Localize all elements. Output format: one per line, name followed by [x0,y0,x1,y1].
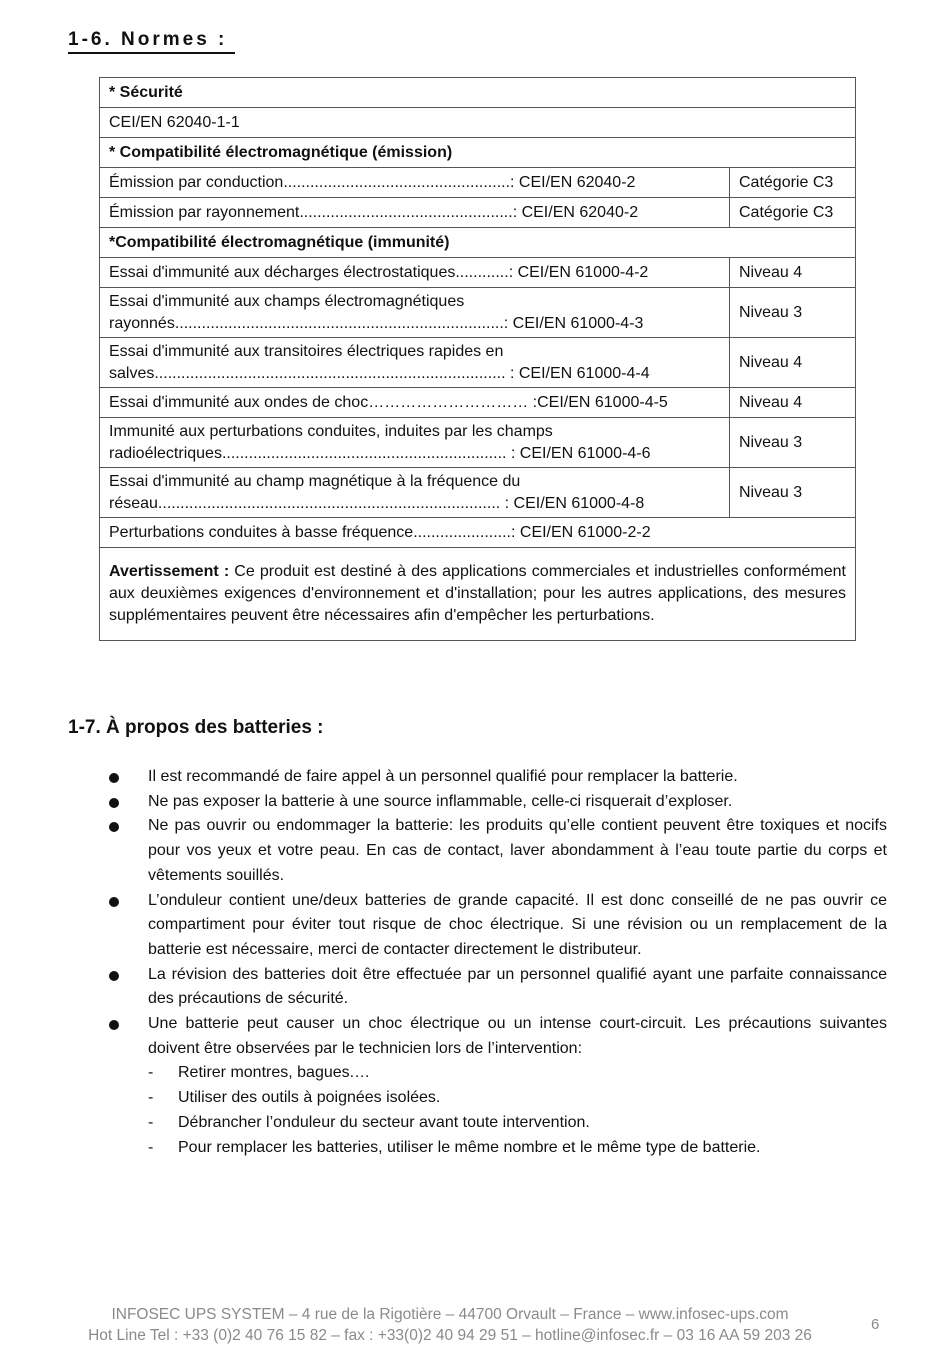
immunity-eft-level: Niveau 4 [730,338,856,388]
battery-precautions-list [108,765,887,1160]
immunity-header: *Compatibilité électromagnétique (immunité) [100,228,856,258]
bullet-text: L’onduleur contient une/deux batteries de grande capacité. Il est donc conseillé de ne pas ouvrir ce compartiment pour éviter tout risque de choc électrique. Si une révision ou un remplacement de la batterie est nécessaire, merci de contacter directement le distributeur. [148,891,887,958]
technician-steps-list [148,1061,887,1160]
list-item [108,963,887,1012]
emission-radiation-label: Émission par rayonnement................................................: CEI/EN 62040-2 [100,198,730,228]
list-item [108,765,887,790]
list-item [108,790,887,815]
immunity-conducted-level: Niveau 3 [730,418,856,468]
safety-header: * Sécurité [100,78,856,108]
bullet-dot-icon [109,897,119,907]
bullet-text: Une batterie peut causer un choc électrique ou un intense court-circuit. Les précautions suivantes doivent être observées par le technicien lors de l’intervention: [148,1015,887,1057]
emission-header: * Compatibilité électromagnétique (émission) [100,138,856,168]
sub-item-text: Retirer montres, bagues.… [178,1064,371,1082]
low-frequency-row: Perturbations conduites à basse fréquence......................: CEI/EN 61000-2-2 [100,518,856,548]
immunity-radiated-line2: rayonnés..........................................................................: CEI/EN 61000-4-3 [109,314,644,332]
emission-radiation-level: Catégorie C3 [730,198,856,228]
immunity-conducted-line2: radioélectriques................................................................ : CEI/EN 61000-4-6 [109,444,651,462]
bullet-dot-icon [109,1020,119,1030]
sub-list-item [148,1086,887,1111]
bullet-text: Ne pas exposer la batterie à une source inflammable, celle-ci risquerait d’exploser. [148,792,733,810]
bullet-dot-icon [109,798,119,808]
sub-list-item [148,1111,887,1136]
emission-conduction-level: Catégorie C3 [730,168,856,198]
immunity-surge-label: Essai d'immunité aux ondes de choc………………………… :CEI/EN 61000-4-5 [100,388,730,418]
sub-list-item [148,1136,887,1161]
bullet-dot-icon [109,773,119,783]
immunity-eft-label [100,338,730,388]
immunity-magnetic-label [100,468,730,518]
warning-text: Ce produit est destiné à des applications commerciales et industrielles conformément aux deuxièmes exigences d'environnement et d'installation; pour les autres applications, des mesures supplémentaires peuvent être nécessaires afin d'empêcher les perturbations. [109,563,847,624]
sub-item-text: Pour remplacer les batteries, utiliser le même nombre et le même type de batterie. [178,1138,761,1156]
immunity-magnetic-level: Niveau 3 [730,468,856,518]
warning-label: Avertissement : [109,563,230,580]
sub-item-text: Utiliser des outils à poignées isolées. [178,1089,441,1107]
immunity-magnetic-line2: réseau............................................................................. : CEI/EN 61000-4-8 [109,494,645,512]
bullet-text: La révision des batteries doit être effectuée par un personnel qualifié ayant une parfaite connaissance des précautions de sécurité. [148,965,887,1008]
list-item [108,1012,887,1160]
immunity-magnetic-line1: Essai d'immunité au champ magnétique à la fréquence du [109,472,521,490]
footer-contact: Hot Line Tel : +33 (0)2 40 76 15 82 – fax : +33(0)2 40 94 29 51 – hotline@infosec.fr – 03 16 AA 59 203 26 [88,1327,812,1344]
immunity-conducted-line1: Immunité aux perturbations conduites, induites par les champs [109,422,553,440]
footer-address: INFOSEC UPS SYSTEM – 4 rue de la Rigotière – 44700 Orvault – France – www.infosec-ups.com [111,1306,789,1323]
dash-marker: - [148,1113,154,1131]
dash-marker: - [148,1064,154,1082]
immunity-esd-label: Essai d'immunité aux décharges électrostatiques............: CEI/EN 61000-4-2 [100,258,730,288]
emission-conduction-label: Émission par conduction...................................................: CEI/EN 62040-2 [100,168,730,198]
page-number: 6 [871,1316,880,1333]
list-item [108,814,887,888]
dash-marker: - [148,1089,154,1107]
safety-standard: CEI/EN 62040-1-1 [100,108,856,138]
bullet-text: Il est recommandé de faire appel à un personnel qualifié pour remplacer la batterie. [148,768,738,785]
bullet-dot-icon [109,822,119,832]
immunity-surge-level: Niveau 4 [730,388,856,418]
immunity-radiated-level: Niveau 3 [730,288,856,338]
warning-note [100,548,856,641]
sub-item-text: Débrancher l’onduleur du secteur avant toute intervention. [178,1113,590,1131]
immunity-esd-level: Niveau 4 [730,258,856,288]
dash-marker: - [148,1138,154,1156]
section-heading-normes: 1-6. Normes : [68,28,235,54]
immunity-radiated-label [100,288,730,338]
immunity-radiated-line1: Essai d'immunité aux champs électromagnétiques [109,292,465,310]
bullet-dot-icon [109,971,119,981]
immunity-eft-line1: Essai d'immunité aux transitoires électriques rapides en [109,342,504,360]
immunity-eft-line2: salves............................................................................... : CEI/EN 61000-4-4 [109,364,650,382]
sub-list-item [148,1061,887,1086]
norms-table [99,77,856,641]
section-heading-batteries: 1-7. À propos des batteries : [68,717,324,738]
page-footer [40,1304,860,1346]
immunity-conducted-label [100,418,730,468]
bullet-text: Ne pas ouvrir ou endommager la batterie: les produits qu’elle contient peuvent être toxiques et nocifs pour vos yeux et votre peau. En cas de contact, laver abondamment à l’eau toute partie du corps et vêtements souillés. [148,817,887,884]
list-item [108,889,887,963]
